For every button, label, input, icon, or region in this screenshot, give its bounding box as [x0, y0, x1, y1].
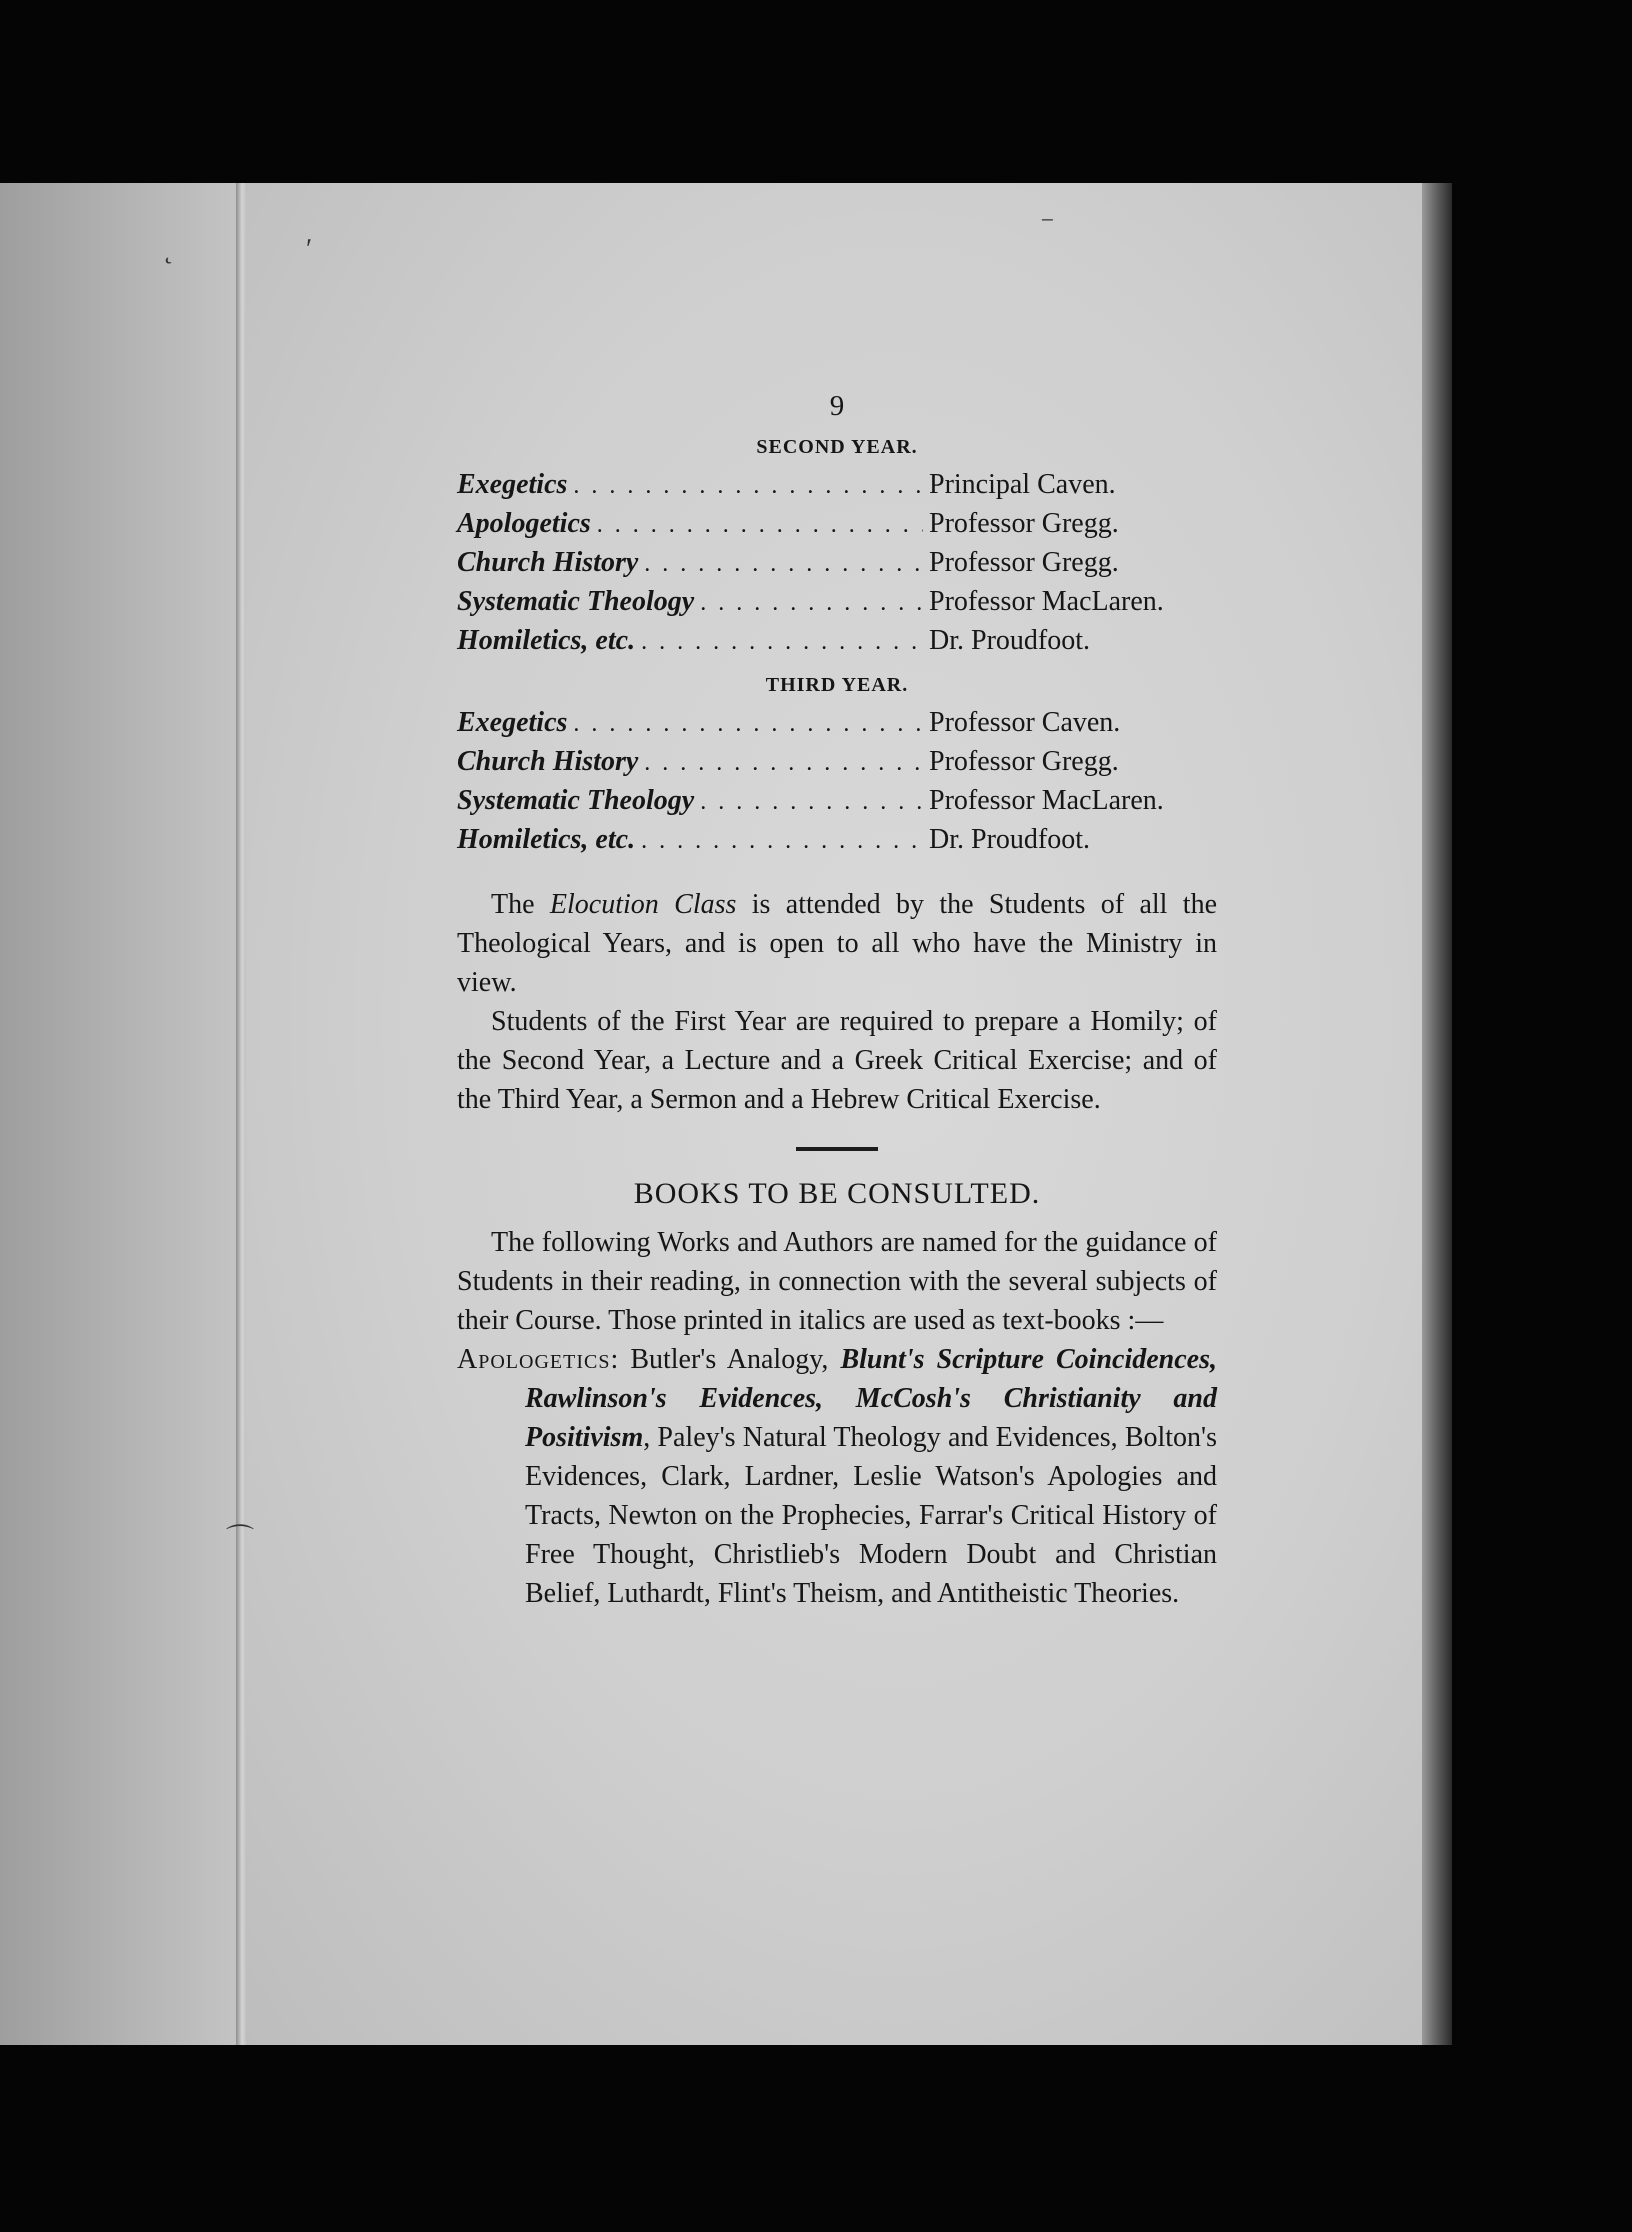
- apologetics-entry: [457, 1340, 1217, 1613]
- elocution-paragraph: [457, 885, 1217, 1002]
- elocution-after: is attended by the Students of all the Theological Years, and is open to all who have the Ministry in view.: [457, 889, 1218, 998]
- apologetics-text-1: Butler's Analogy,: [630, 1344, 841, 1375]
- schedule-row: [457, 707, 1217, 746]
- schedule-row: [457, 469, 1217, 508]
- apologetics-textbooks: Blunt's Scripture Coincidences, Rawlinson's Evidences, McCosh's Christianity and Positivism: [525, 1344, 1217, 1453]
- facing-page: [0, 183, 240, 2045]
- schedule-row: [457, 824, 1217, 863]
- ink-mark: ⌒: [226, 1524, 255, 1555]
- subject: Church History: [457, 746, 639, 777]
- books-intro-paragraph: The following Works and Authors are named for the guidance of Students in their reading, in connection with the several subjects of their Course. Those printed in italics are used as text-books :—: [457, 1227, 1217, 1336]
- teacher: Professor Caven.: [929, 707, 1121, 738]
- ink-mark: ʹ: [306, 234, 313, 265]
- third-year-heading: THIRD YEAR.: [765, 674, 909, 696]
- dot-leader: [700, 590, 923, 617]
- teacher: Professor Gregg.: [929, 508, 1119, 539]
- subject: Systematic Theology: [457, 785, 695, 816]
- subject: Systematic Theology: [457, 586, 695, 617]
- apologetics-text-2: , Paley's Natural Theology and Evidences, Bolton's Evidences, Clark, Lardner, Leslie Watson's Apologies and Tracts, Newton on the Prophecies, Farrar's Critical History of Free Thought, Christlieb's Modern Doubt and Christian Belief, Luthardt, Flint's Theism, and Antitheistic Theories.: [525, 1422, 1217, 1609]
- schedule-row: [457, 586, 1217, 625]
- page-number: 9: [829, 390, 845, 422]
- schedule-row: [457, 785, 1217, 824]
- dot-leader: [573, 473, 923, 500]
- subject: Exegetics: [457, 469, 568, 500]
- dot-leader: [700, 789, 923, 816]
- ink-mark: ⁻: [1040, 210, 1055, 241]
- third-year-schedule: [457, 707, 1217, 863]
- dot-leader: [644, 750, 923, 777]
- apologetics-separator: :: [610, 1344, 631, 1375]
- dot-leader: [641, 828, 923, 855]
- section-divider: [796, 1147, 878, 1151]
- subject: Church History: [457, 547, 639, 578]
- dot-leader: [641, 629, 923, 656]
- second-year-schedule: [457, 469, 1217, 664]
- apologetics-label: Apologetics: [457, 1344, 611, 1375]
- dot-leader: [644, 551, 923, 578]
- teacher: Professor MacLaren.: [929, 785, 1164, 816]
- subject: Exegetics: [457, 707, 568, 738]
- subject: Homiletics, etc.: [457, 824, 636, 855]
- elocution-before: The: [491, 889, 550, 920]
- ink-mark: ˛: [164, 234, 174, 265]
- subject: Homiletics, etc.: [457, 625, 636, 656]
- dot-leader: [573, 711, 923, 738]
- schedule-row: [457, 625, 1217, 664]
- schedule-row: [457, 746, 1217, 785]
- teacher: Professor Gregg.: [929, 547, 1119, 578]
- teacher: Professor MacLaren.: [929, 586, 1164, 617]
- schedule-row: [457, 508, 1217, 547]
- schedule-row: [457, 547, 1217, 586]
- teacher: Dr. Proudfoot.: [929, 824, 1090, 855]
- teacher: Professor Gregg.: [929, 746, 1119, 777]
- requirements-paragraph: Students of the First Year are required to prepare a Homily; of the Second Year, a Lecture and a Greek Critical Exercise; and of the Third Year, a Sermon and a Hebrew Critical Exercise.: [457, 1006, 1217, 1115]
- books-heading: BOOKS TO BE CONSULTED.: [633, 1177, 1041, 1210]
- subject: Apologetics: [457, 508, 591, 539]
- dot-leader: [597, 512, 923, 539]
- second-year-heading: SECOND YEAR.: [756, 436, 918, 458]
- page-text: [457, 390, 1217, 1613]
- page-edge-shadow: [1422, 183, 1452, 2045]
- teacher: Principal Caven.: [929, 469, 1116, 500]
- teacher: Dr. Proudfoot.: [929, 625, 1090, 656]
- elocution-class-term: Elocution Class: [549, 889, 737, 920]
